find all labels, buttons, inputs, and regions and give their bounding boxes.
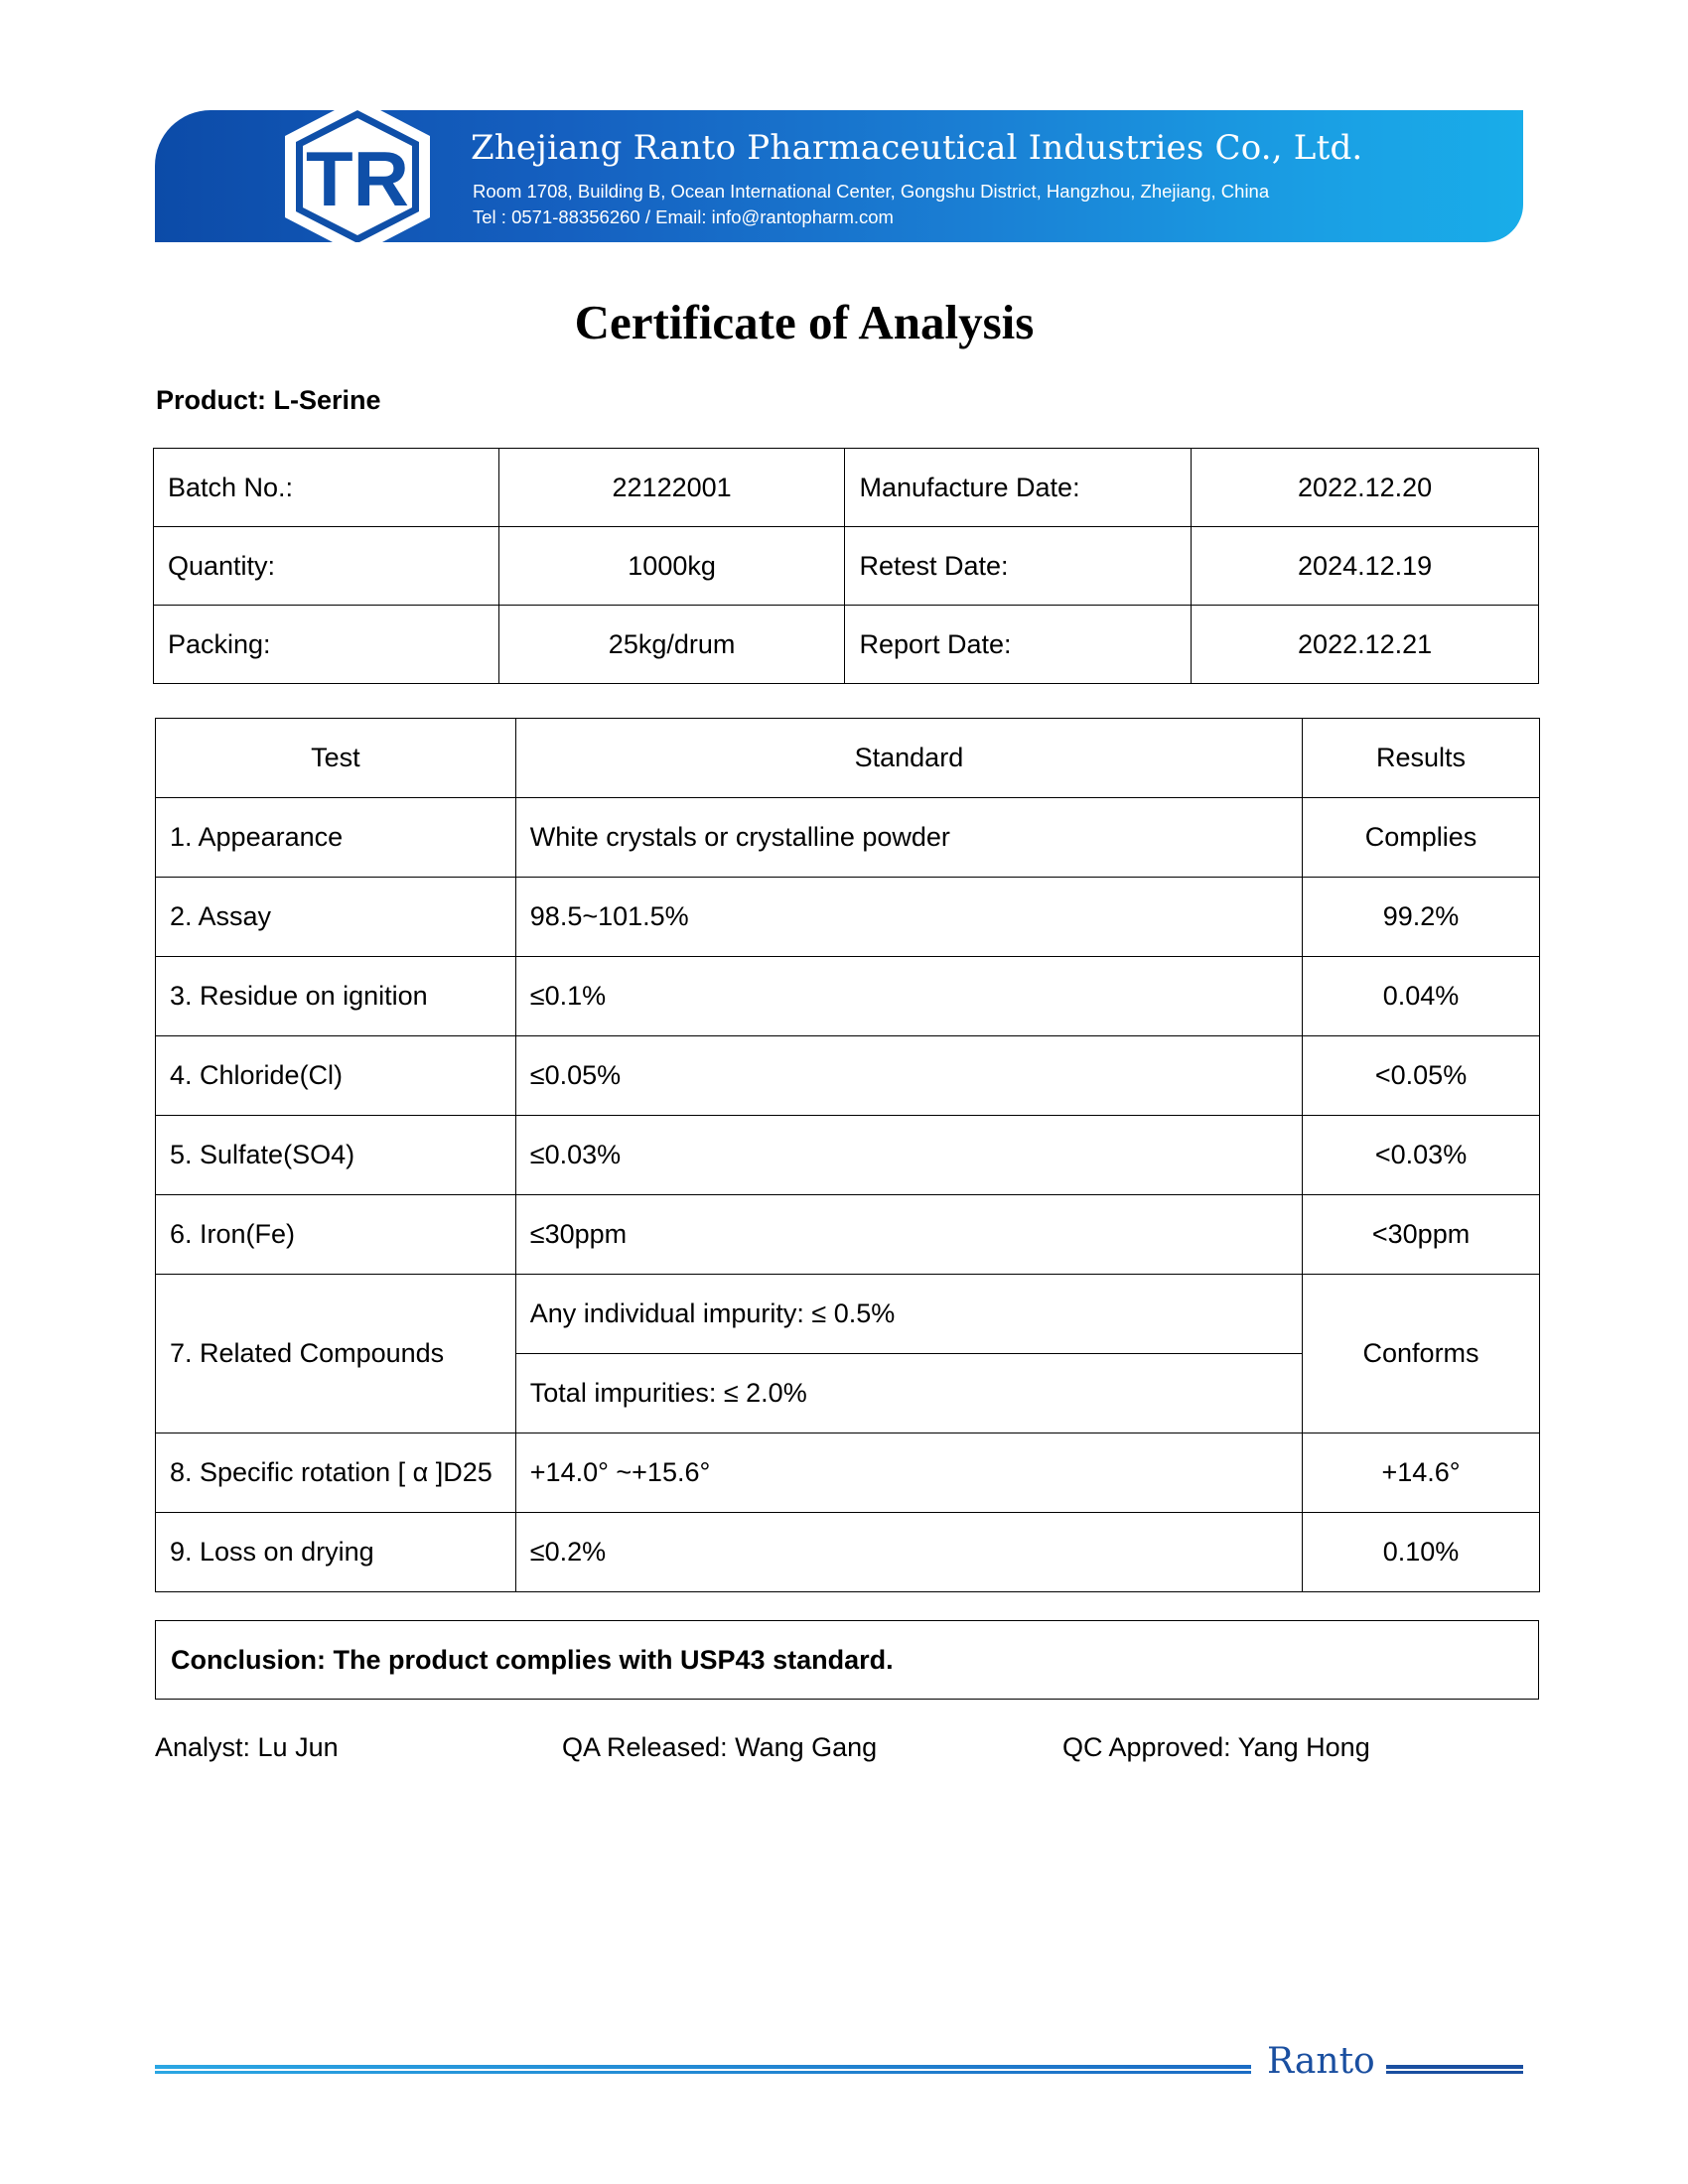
product-name: Product: L-Serine	[156, 385, 381, 415]
info-row	[154, 606, 1539, 684]
test-result: Conforms	[1303, 1275, 1540, 1433]
table-row	[156, 1195, 1540, 1275]
table-row	[156, 957, 1540, 1036]
info-label: Manufacture Date:	[845, 449, 1192, 527]
info-label: Batch No.:	[154, 449, 499, 527]
qa-signature: QA Released: Wang Gang	[562, 1732, 878, 1762]
batch-info-table	[153, 448, 1539, 684]
company-address: Room 1708, Building B, Ocean International Center, Gongshu District, Hangzhou, Zhejiang, China	[473, 181, 1270, 202]
conclusion-box	[155, 1620, 1539, 1700]
table-row	[156, 1036, 1540, 1116]
info-label: Quantity:	[154, 527, 499, 606]
test-standard: ≤0.2%	[515, 1513, 1302, 1592]
company-contact: Tel : 0571-88356260 / Email: info@rantopharm.com	[473, 206, 894, 227]
info-label: Packing:	[154, 606, 499, 684]
table-row	[156, 1513, 1540, 1592]
test-standard: ≤30ppm	[515, 1195, 1302, 1275]
table-row	[156, 1275, 1540, 1354]
test-standard: ≤0.1%	[515, 957, 1302, 1036]
test-result: <30ppm	[1303, 1195, 1540, 1275]
test-result: <0.03%	[1303, 1116, 1540, 1195]
test-name: 6. Iron(Fe)	[156, 1195, 516, 1275]
table-row	[156, 878, 1540, 957]
test-results-table	[155, 718, 1540, 1592]
test-name: 2. Assay	[156, 878, 516, 957]
test-result: 0.04%	[1303, 957, 1540, 1036]
company-name: Zhejiang Ranto Pharmaceutical Industries Co., Ltd.	[471, 128, 1363, 168]
svg-text:TR: TR	[306, 135, 409, 222]
test-name: 7. Related Compounds	[156, 1275, 516, 1433]
footer-divider	[155, 2065, 1251, 2074]
info-value: 2022.12.20	[1192, 449, 1539, 527]
test-name: 9. Loss on drying	[156, 1513, 516, 1592]
test-name: 3. Residue on ignition	[156, 957, 516, 1036]
table-row	[156, 1116, 1540, 1195]
info-label: Retest Date:	[845, 527, 1192, 606]
column-header-results: Results	[1303, 719, 1540, 798]
info-value: 1000kg	[498, 527, 845, 606]
info-row	[154, 527, 1539, 606]
conclusion-text: Conclusion: The product complies with USP43 standard.	[171, 1644, 894, 1675]
table-row	[156, 798, 1540, 878]
test-result: 99.2%	[1303, 878, 1540, 957]
header-banner	[155, 110, 1523, 242]
test-result: <0.05%	[1303, 1036, 1540, 1116]
test-standard: Any individual impurity: ≤ 0.5%	[515, 1275, 1302, 1354]
info-value: 22122001	[498, 449, 845, 527]
table-row	[156, 1433, 1540, 1513]
test-standard: 98.5~101.5%	[515, 878, 1302, 957]
column-header-test: Test	[156, 719, 516, 798]
test-standard: +14.0° ~+15.6°	[515, 1433, 1302, 1513]
info-value: 2024.12.19	[1192, 527, 1539, 606]
test-standard: ≤0.05%	[515, 1036, 1302, 1116]
footer-divider-right	[1386, 2065, 1523, 2074]
test-name: 1. Appearance	[156, 798, 516, 878]
test-result: +14.6°	[1303, 1433, 1540, 1513]
test-standard: Total impurities: ≤ 2.0%	[515, 1354, 1302, 1433]
info-label: Report Date:	[845, 606, 1192, 684]
company-logo	[276, 110, 439, 242]
test-result: Complies	[1303, 798, 1540, 878]
column-header-standard: Standard	[515, 719, 1302, 798]
analyst-signature: Analyst: Lu Jun	[155, 1732, 339, 1762]
test-name: 5. Sulfate(SO4)	[156, 1116, 516, 1195]
document-title: Certificate of Analysis	[574, 295, 1035, 349]
info-row	[154, 449, 1539, 527]
info-value: 2022.12.21	[1192, 606, 1539, 684]
table-header-row	[156, 719, 1540, 798]
test-result: 0.10%	[1303, 1513, 1540, 1592]
test-name: 4. Chloride(Cl)	[156, 1036, 516, 1116]
footer-brand: Ranto	[1267, 2041, 1375, 2082]
test-standard: White crystals or crystalline powder	[515, 798, 1302, 878]
test-name: 8. Specific rotation [ α ]D25	[156, 1433, 516, 1513]
test-standard: ≤0.03%	[515, 1116, 1302, 1195]
qc-signature: QC Approved: Yang Hong	[1062, 1732, 1370, 1762]
info-value: 25kg/drum	[498, 606, 845, 684]
